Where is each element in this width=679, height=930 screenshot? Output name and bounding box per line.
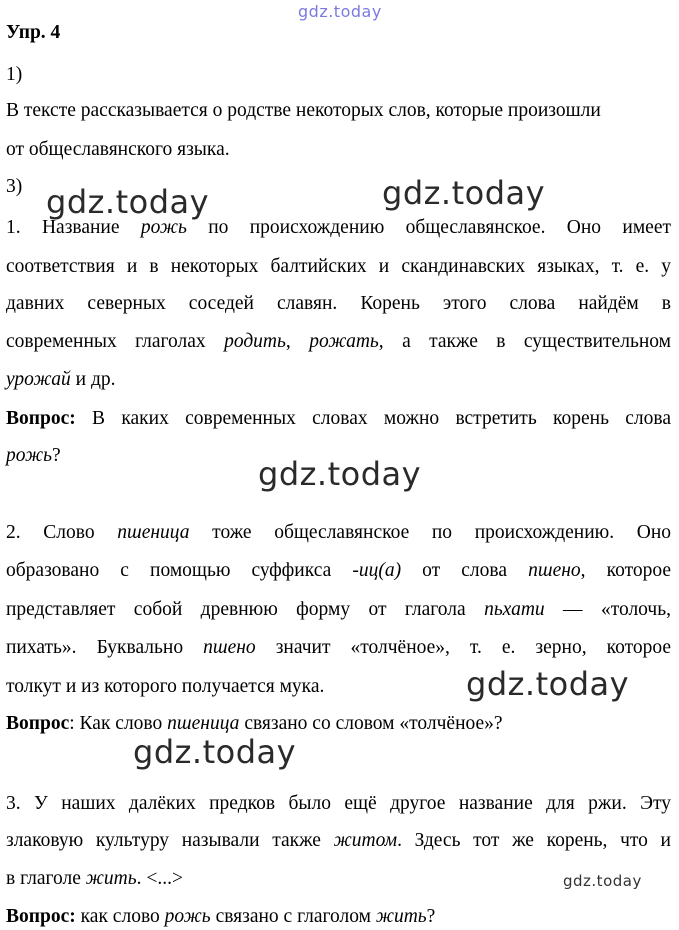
watermark: gdz.today <box>258 455 422 493</box>
part-number: 3) <box>6 176 23 197</box>
paragraph-line: 1. Название рожь по происхождению общеславянское. Оно имеет <box>6 217 671 238</box>
paragraph-line: образовано с помощью суффикса -иц(а) от слова пшено, которое <box>6 560 671 581</box>
paragraph-line: в глаголе жить. <...> <box>6 868 183 889</box>
paragraph-line: толкут и из которого получается мука. <box>6 676 325 697</box>
text-line: В тексте рассказывается о родстве некоторых слов, которые произошли <box>6 100 601 121</box>
part-number: 1) <box>6 64 23 85</box>
paragraph-line: 3. У наших далёких предков было ещё другое название для ржи. Эту <box>6 793 671 814</box>
exercise-title: Упр. 4 <box>6 22 61 43</box>
watermark: gdz.today <box>133 733 297 771</box>
paragraph-line: злаковую культуру называли также житом. Здесь тот же корень, что и <box>6 830 671 851</box>
watermark-top: gdz.today <box>298 2 382 21</box>
paragraph-line: 2. Слово пшеница тоже общеславянское по происхождению. Оно <box>6 522 672 543</box>
paragraph-line: давних северных соседей славян. Корень этого слова найдём в <box>6 293 671 314</box>
watermark: gdz.today <box>382 174 546 212</box>
paragraph-line: пихать». Буквально пшено значит «толчёное», т. е. зерно, которое <box>6 637 671 658</box>
paragraph-line: соответствия и в некоторых балтийских и скандинавских языках, т. е. у <box>6 256 671 277</box>
watermark: gdz.today <box>466 665 630 703</box>
question-line: Вопрос: как слово рожь связано с глаголом жить? <box>6 906 436 927</box>
question-line: рожь? <box>6 445 61 466</box>
paragraph-line: представляет собой древнюю форму от глагола пьхати — «толочь, <box>6 599 672 620</box>
question-line: Вопрос: В каких современных словах можно встретить корень слова <box>6 408 671 429</box>
paragraph-line: урожай и др. <box>6 369 116 390</box>
watermark: gdz.today <box>46 183 210 221</box>
watermark-small: gdz.today <box>563 872 642 890</box>
paragraph-line: современных глаголах родить, рожать, а также в существительном <box>6 331 671 352</box>
question-line: Вопрос: Как слово пшеница связано со словом «толчёное»? <box>6 713 503 734</box>
text-line: от общеславянского языка. <box>6 139 230 160</box>
